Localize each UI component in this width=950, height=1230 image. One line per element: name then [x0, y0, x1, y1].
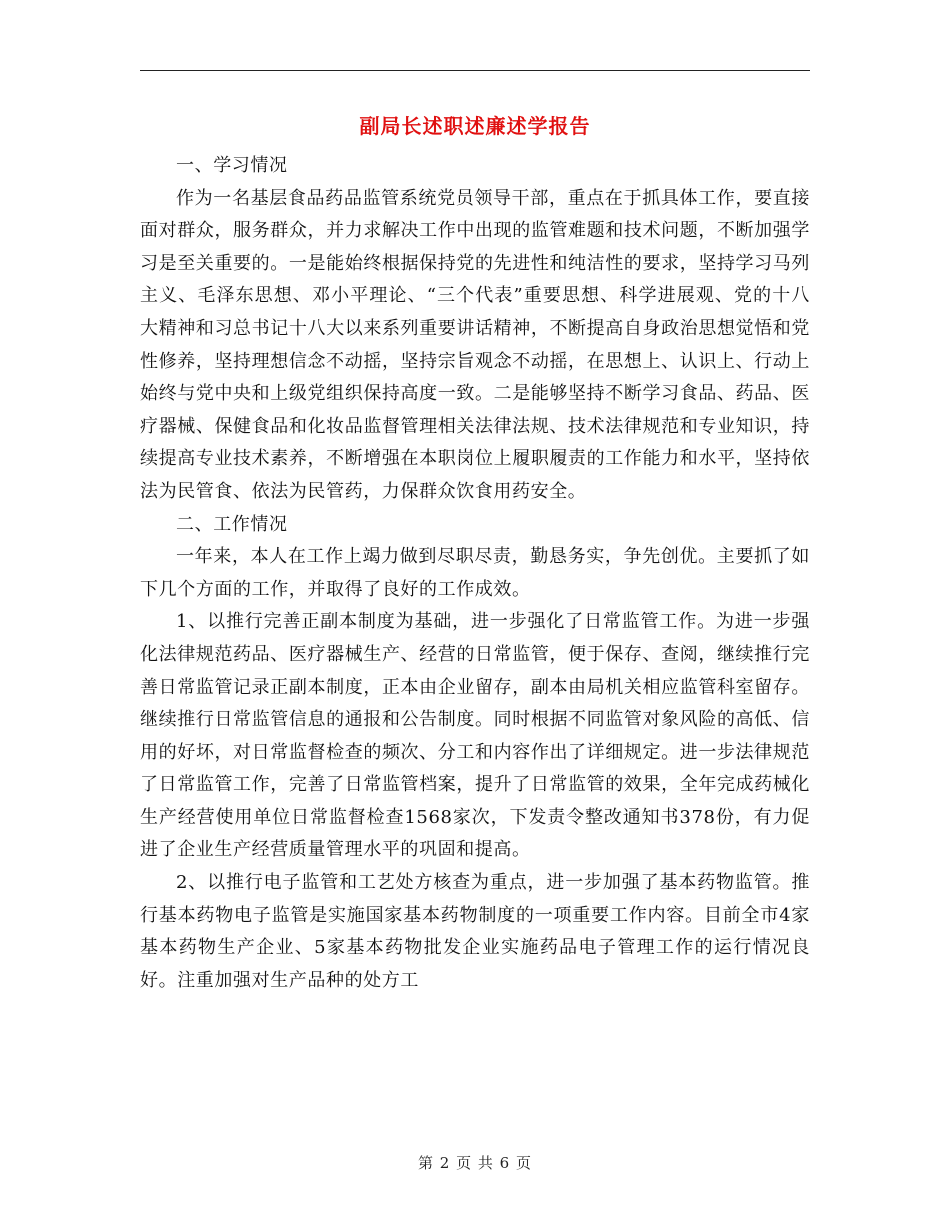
header-rule — [140, 70, 810, 71]
section-heading-work: 二、工作情况 — [176, 513, 288, 535]
document-body — [140, 150, 810, 997]
paragraph-work-item-1: 1、以推行完善正副本制度为基础，进一步强化了日常监管工作。为进一步强化法律规范药品、医疗器械生产、经营的日常监管，便于保存、查阅，继续推行完善日常监管记录正副本制度，正本由企业留存，副本由局机关相应监管科室留存。继续推行日常监管信息的通报和公告制度。同时根据不同监管对象风险的高低、信用的好坏，对日常监督检查的频次、分工和内容作出了详细规定。进一步法律规范了日常监管工作，完善了日常监管档案，提升了日常监管的效果，全年完成药械化生产经营使用单位日常监督检查1568家次，下发责令整改通知书378份，有力促进了企业生产经营质量管理水平的巩固和提高。 — [140, 611, 810, 861]
page-number: 第 2 页 共 6 页 — [418, 1154, 532, 1172]
document-title: 副局长述职述廉述学报告 — [359, 114, 591, 138]
paragraph-work-intro: 一年来，本人在工作上竭力做到尽职尽责，勤恳务实，争先创优。主要抓了如下几个方面的工作，并取得了良好的工作成效。 — [140, 546, 810, 600]
section-heading-study: 一、学习情况 — [176, 155, 288, 176]
paragraph-study: 作为一名基层食品药品监管系统党员领导干部，重点在于抓具体工作，要直接面对群众，服务群众，并力求解决工作中出现的监管难题和技术问题，不断加强学习是至关重要的。一是能始终根据保持党的先进性和纯洁性的要求，坚持学习马列主义、毛泽东思想、邓小平理论、“三个代表”重要思想、科学进展观、党的十八大精神和习总书记十八大以来系列重要讲话精神，不断提高自身政治思想觉悟和党性修养，坚持理想信念不动摇，坚持宗旨观念不动摇，在思想上、认识上、行动上始终与党中央和上级党组织保持高度一致。二是能够坚持不断学习食品、药品、医疗器械、保健食品和化妆品监督管理相关法律法规、技术法律规范和专业知识，持续提高专业技术素养，不断增强在本职岗位上履职履责的工作能力和水平，坚持依法为民管食、依法为民管药，力保群众饮食用药安全。 — [140, 187, 810, 502]
paragraph-work-item-2: 2、以推行电子监管和工艺处方核查为重点，进一步加强了基本药物监管。推行基本药物电子监管是实施国家基本药物制度的一项重要工作内容。目前全市4家基本药物生产企业、5家基本药物批发企业实施药品电子管理工作的运行情况良好。注重加强对生产品种的处方工 — [140, 872, 810, 991]
